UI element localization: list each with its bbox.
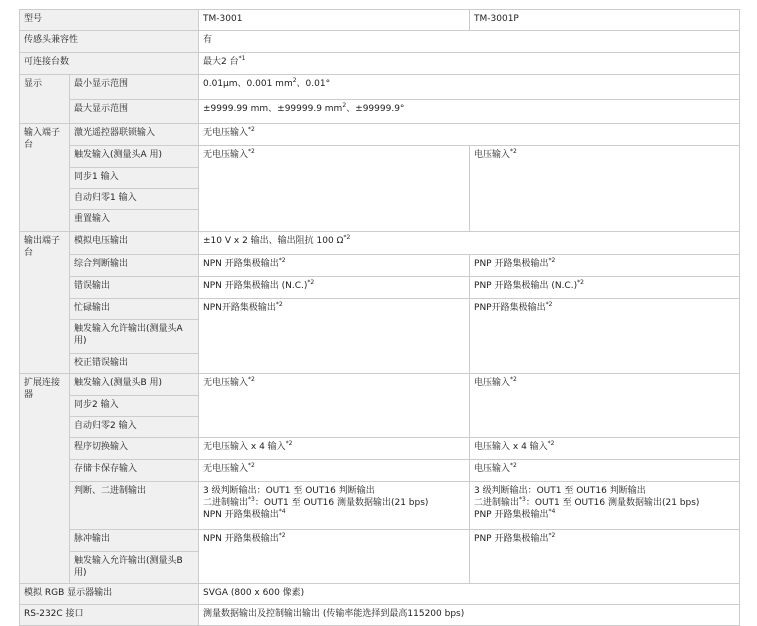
program-value-a: 无电压输入 x 4 输入$^{*2}$ <box>199 438 470 460</box>
rs232-value: 测量数据输出及控制输出输出 (传输率能选择到最高115200 bps) <box>199 605 740 626</box>
table-row <box>20 299 740 320</box>
rgb-value: SVGA (800 x 600 像素) <box>199 584 740 605</box>
card-value-b: 电压输入$^{*2}$ <box>470 460 740 482</box>
laser-value: 无电压输入$^{*2}$ <box>199 124 740 146</box>
binary-value-a: 3 级判断输出：OUT1 至 OUT16 判断输出 二进制输出$^{*3}$：OUT1 至 OUT16 测量数据输出(21 bps) NPN 开路集极输出$^{*4}$ <box>199 482 470 530</box>
connectable-label: 可连接台数 <box>20 53 199 75</box>
reset-label: 重置输入 <box>70 210 199 232</box>
table-row <box>20 530 740 552</box>
table-row <box>20 438 740 460</box>
rgb-label: 模拟 RGB 显示器输出 <box>20 584 199 605</box>
table-row <box>20 10 740 31</box>
spec-table <box>19 9 740 626</box>
max-range-value: ±9999.99 mm、±99999.9 $mm^2$、±99999.9° <box>199 100 740 124</box>
busy-label: 忙碌输出 <box>70 299 199 320</box>
output-value-a: NPN开路集极输出$^{*2}$ <box>199 299 470 374</box>
connectable-value: 最大2 台$^{*1}$ <box>199 53 740 75</box>
table-row <box>20 31 740 53</box>
table-row <box>20 374 740 396</box>
error-label: 错误输出 <box>70 277 199 299</box>
compat-label: 传感头兼容性 <box>20 31 199 53</box>
table-row <box>20 255 740 277</box>
display-label: 显示 <box>20 75 70 124</box>
rs232-label: RS-232C 接口 <box>20 605 199 626</box>
model-a: TM-3001 <box>199 10 470 31</box>
calib-err-label: 校正错误输出 <box>70 354 199 374</box>
program-value-b: 电压输入 x 4 输入$^{*2}$ <box>470 438 740 460</box>
program-label: 程序切换输入 <box>70 438 199 460</box>
expansion-group1-a: 无电压输入$^{*2}$ <box>199 374 470 438</box>
expansion-group2-b: PNP 开路集极输出$^{*2}$ <box>470 530 740 584</box>
input-value-b: 电压输入$^{*2}$ <box>470 146 740 232</box>
header-label: 型号 <box>20 10 199 31</box>
table-row <box>20 482 740 530</box>
trigger-ok-a-label: 触发输入允许输出(测量头A用) <box>70 320 199 354</box>
binary-label: 判断、二进制输出 <box>70 482 199 530</box>
table-row <box>20 75 740 100</box>
laser-label: 激光遥控器联锁输入 <box>70 124 199 146</box>
analog-value: ±10 V x 2 输出、输出阻抗 100 $\Omega^{*2}$ <box>199 232 740 255</box>
min-range-label: 最小显示范围 <box>70 75 199 100</box>
input-terminal-label: 输入端子台 <box>20 124 70 232</box>
autozero1-label: 自动归零1 输入 <box>70 189 199 210</box>
model-b: TM-3001P <box>470 10 740 31</box>
card-value-a: 无电压输入$^{*2}$ <box>199 460 470 482</box>
expansion-group1-b: 电压输入$^{*2}$ <box>470 374 740 438</box>
error-value-b: PNP 开路集极输出 $(N.C.)^{*2}$ <box>470 277 740 299</box>
sync1-label: 同步1 输入 <box>70 168 199 189</box>
table-row <box>20 100 740 124</box>
output-value-b: PNP开路集极输出$^{*2}$ <box>470 299 740 374</box>
analog-label: 模拟电压输出 <box>70 232 199 255</box>
table-row <box>20 277 740 299</box>
trigger-b-label: 触发输入(测量头B 用) <box>70 374 199 396</box>
error-value-a: NPN 开路集极输出 $(N.C.)^{*2}$ <box>199 277 470 299</box>
table-row <box>20 460 740 482</box>
judge-value-a: NPN 开路集极输出$^{*2}$ <box>199 255 470 277</box>
table-row <box>20 146 740 168</box>
autozero2-label: 自动归零2 输入 <box>70 417 199 438</box>
min-range-value: 0.01μm、0.001 $mm^2$、0.01° <box>199 75 740 100</box>
pulse-label: 脉冲输出 <box>70 530 199 552</box>
trigger-a-label: 触发输入(测量头A 用) <box>70 146 199 168</box>
output-terminal-label: 输出端子台 <box>20 232 70 374</box>
sync2-label: 同步2 输入 <box>70 396 199 417</box>
compat-value: 有 <box>199 31 740 53</box>
trigger-ok-b-label: 触发输入允许输出(测量头B 用) <box>70 552 199 584</box>
table-row <box>20 124 740 146</box>
table-row <box>20 584 740 605</box>
expansion-group2-a: NPN 开路集极输出$^{*2}$ <box>199 530 470 584</box>
binary-value-b: 3 级判断输出：OUT1 至 OUT16 判断输出 二进制输出$^{*3}$：OUT1 至 OUT16 测量数据输出(21 bps) PNP 开路集极输出$^{*4}$ <box>470 482 740 530</box>
input-value-a: 无电压输入$^{*2}$ <box>199 146 470 232</box>
judge-value-b: PNP 开路集极输出$^{*2}$ <box>470 255 740 277</box>
footnote-mark: *1 <box>238 55 246 62</box>
table-row <box>20 605 740 626</box>
table-row <box>20 232 740 255</box>
expansion-label: 扩展连接器 <box>20 374 70 584</box>
judge-label: 综合判断输出 <box>70 255 199 277</box>
table-row <box>20 53 740 75</box>
max-range-label: 最大显示范围 <box>70 100 199 124</box>
card-label: 存储卡保存输入 <box>70 460 199 482</box>
